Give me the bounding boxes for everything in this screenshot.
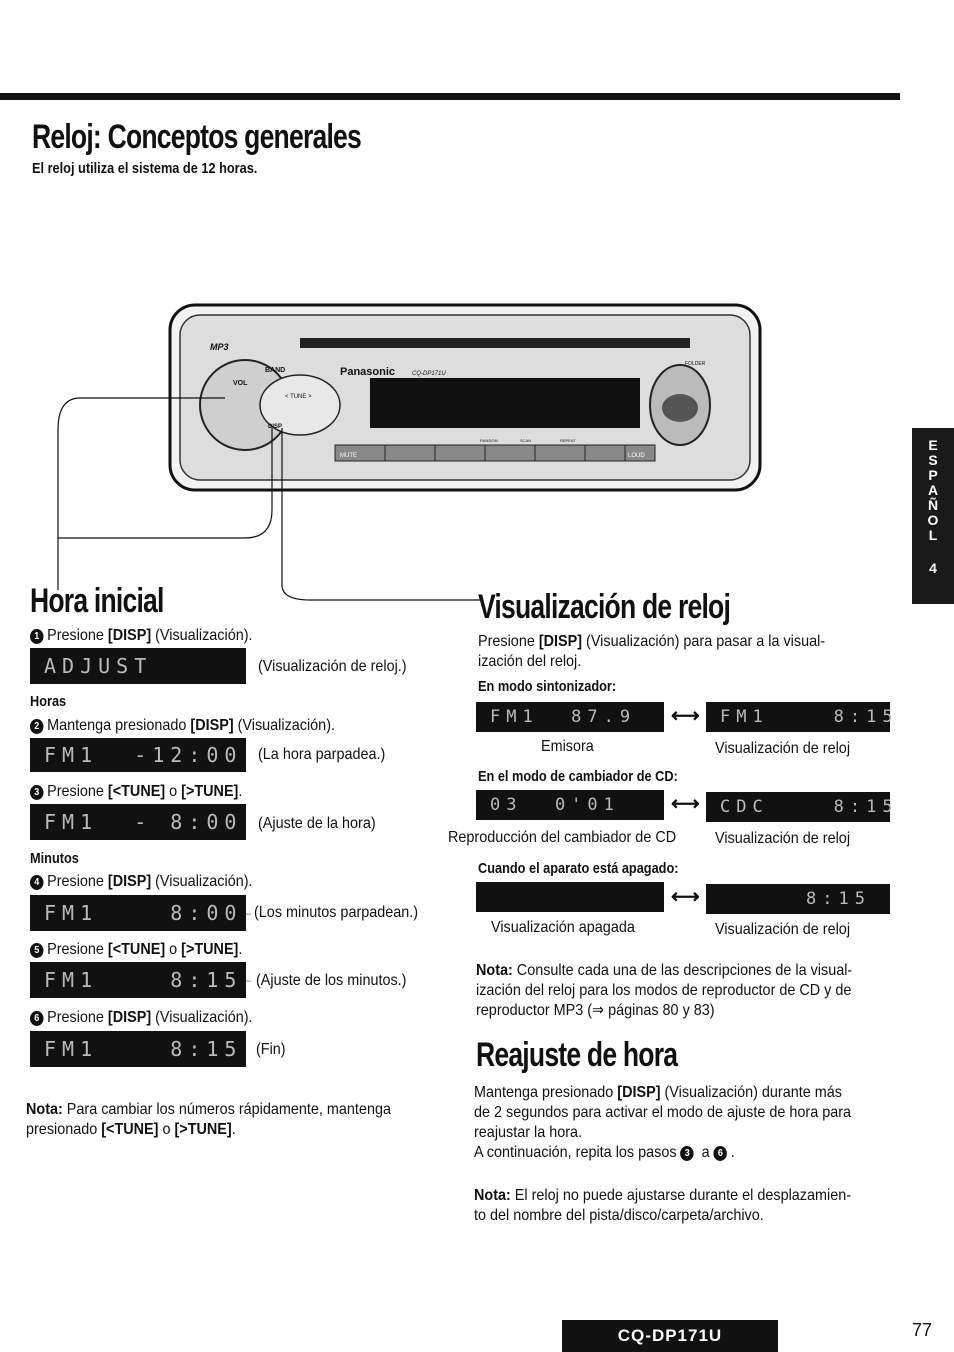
lcd-display-4: FM1 8:00- [30, 895, 246, 931]
mode-off-label: Cuando el aparato está apagado: [478, 860, 679, 877]
step-text: . [238, 783, 243, 800]
page-number: 77 [912, 1320, 933, 1340]
button-ref: [<TUNE] [101, 1121, 159, 1138]
lcd-caption-5: (Ajuste de los minutos.) [256, 972, 407, 989]
note-text: Consulte cada una de las descripciones de la visual- [512, 962, 853, 979]
language-tab [912, 428, 954, 604]
off-clock-display: 8:15 [706, 884, 890, 914]
body-text: reajustar la hora. [474, 1124, 583, 1141]
reajuste-body [474, 1083, 851, 1163]
page-subtitle: El reloj utiliza el sistema de 12 horas. [32, 160, 258, 177]
caption-off: Visualización apagada [491, 919, 635, 936]
caption-clock-2: Visualización de reloj [715, 830, 851, 847]
page-title: Reloj: Conceptos generales [32, 118, 361, 156]
car-stereo-illustration [50, 300, 770, 620]
step-text: (Visualización). [151, 627, 253, 644]
body-text: . [730, 1144, 735, 1161]
button-ref: [DISP] [107, 627, 152, 644]
lcd-caption-6: (Fin) [256, 1041, 286, 1058]
intro-text: Presione [478, 633, 539, 650]
button-ref: [<TUNE] [107, 783, 166, 800]
button-ref: [>TUNE] [181, 783, 239, 800]
lcd-display-3: FM1 - 8:00 [30, 804, 246, 840]
intro-text: (Visualización) para pasar a la visual- [582, 633, 826, 650]
mode-cd-label: En el modo de cambiador de CD: [478, 768, 678, 785]
note-text: presionado [26, 1121, 102, 1138]
language-tab-letter: A [927, 482, 939, 498]
double-arrow-icon: ⟷ [671, 886, 700, 908]
step-2 [30, 716, 335, 736]
button-ref: [DISP] [617, 1084, 661, 1101]
step-3 [30, 782, 242, 802]
double-arrow-icon: ⟷ [671, 705, 700, 727]
cd-clock-display: CDC 8:15 [706, 792, 890, 822]
device-tune-label: < TUNE > [285, 394, 312, 400]
lcd-caption-4: (Los minutos parpadean.) [254, 904, 419, 921]
step-number: 3 [30, 785, 44, 800]
body-text: de 2 segundos para activar el modo de ajuste de hora para [474, 1104, 852, 1121]
device-mute-label: MUTE [340, 453, 357, 459]
step-text: Presione [47, 1009, 108, 1026]
body-text: a [697, 1144, 714, 1161]
note-label: Nota: [26, 1101, 63, 1118]
device-random-label: RANDOM [480, 438, 498, 443]
step-text: (Visualización). [233, 717, 335, 734]
language-tab-letter: E [928, 437, 938, 453]
step-text: Presione [47, 873, 108, 890]
language-tab-letter: S [928, 452, 938, 468]
step-text: . [238, 941, 243, 958]
step-6 [30, 1008, 253, 1028]
step-text: (Visualización). [151, 873, 253, 890]
device-brand-label: Panasonic [340, 366, 396, 378]
section-title-reajuste: Reajuste de hora [476, 1036, 678, 1074]
language-tab-letter: P [928, 467, 938, 483]
note-text: reproductor MP3 (⇒ páginas 80 y 83) [476, 1002, 715, 1019]
lcd-display-2: FM1 -12:00 [30, 738, 246, 772]
minutos-label: Minutos [30, 850, 79, 867]
note-text: ización del reloj para los modos de reproductor de CD y de [476, 982, 852, 999]
button-ref: [DISP] [190, 717, 234, 734]
note-label: Nota: [474, 1187, 511, 1204]
device-loud-label: LOUD [628, 453, 645, 459]
hora-inicial-note [26, 1100, 391, 1140]
language-tab-letter: O [927, 512, 939, 528]
lcd-display-5: FM1 8:15- [30, 962, 246, 998]
step-text: Presione [47, 941, 108, 958]
step-text: Mantenga presionado [47, 717, 191, 734]
note-text: o [158, 1121, 175, 1138]
body-text: Mantenga presionado [474, 1084, 618, 1101]
step-text: Presione [47, 783, 108, 800]
language-tab-letter: L [928, 527, 938, 543]
device-model-label: CQ-DP171U [412, 371, 446, 377]
language-tab-letter: Ñ [927, 497, 939, 513]
step-number: 1 [30, 629, 44, 644]
button-ref: [>TUNE] [174, 1121, 232, 1138]
section-title-hora-inicial: Hora inicial [30, 582, 164, 620]
lcd-caption-2: (La hora parpadea.) [258, 746, 386, 763]
device-disp-label: DISP [268, 424, 283, 430]
note-text: El reloj no puede ajustarse durante el desplazamien- [510, 1187, 852, 1204]
button-ref: [>TUNE] [181, 941, 239, 958]
lcd-caption-3: (Ajuste de la hora) [258, 815, 376, 832]
button-ref: [<TUNE] [107, 941, 166, 958]
lcd-caption-1: (Visualización de reloj.) [258, 658, 407, 675]
step-text: o [165, 783, 182, 800]
visualizacion-intro [478, 632, 825, 672]
device-scan-label: SCAN [520, 438, 532, 443]
device-band-label: BAND [265, 367, 286, 374]
step-number: 6 [30, 1011, 44, 1026]
step-number: 4 [30, 875, 44, 890]
chapter-number: 4 [929, 560, 937, 576]
step-5 [30, 940, 242, 960]
button-ref: [DISP] [538, 633, 583, 650]
visualizacion-note [476, 961, 852, 1021]
caption-clock-1: Visualización de reloj [715, 740, 851, 757]
step-number: 5 [30, 943, 44, 958]
step-text: Presione [47, 627, 108, 644]
device-mp3-label: MP3 [210, 342, 229, 352]
step-text: o [165, 941, 182, 958]
lcd-display-6: FM1 8:15 [30, 1031, 246, 1067]
body-text: (Visualización) durante más [660, 1084, 842, 1101]
device-folder-label: FOLDER [685, 361, 706, 367]
caption-cd-play: Reproducción del cambiador de CD [448, 829, 677, 846]
device-vol-label: VOL [233, 380, 248, 387]
step-1 [30, 626, 253, 646]
step-number: 2 [30, 719, 44, 734]
double-arrow-icon: ⟷ [671, 793, 700, 815]
section-title-visualizacion: Visualización de reloj [478, 588, 731, 626]
reajuste-note [474, 1186, 851, 1226]
body-text: A continuación, repita los pasos [474, 1144, 681, 1161]
top-rule [0, 93, 900, 100]
intro-text: ización del reloj. [478, 653, 582, 670]
device-repeat-label: REPEAT [560, 438, 576, 443]
button-ref: [DISP] [107, 873, 152, 890]
caption-emisora: Emisora [541, 738, 594, 755]
tuner-station-display: FM1 87.9 [476, 702, 664, 732]
mode-tuner-label: En modo sintonizador: [478, 678, 617, 695]
button-ref: [DISP] [107, 1009, 152, 1026]
step-number: 6 [714, 1146, 728, 1161]
step-4 [30, 872, 253, 892]
step-number: 3 [681, 1146, 695, 1161]
tuner-clock-display: FM1 8:15 [706, 702, 890, 732]
cd-play-display: 03 0'01 [476, 790, 664, 820]
caption-clock-3: Visualización de reloj [715, 921, 851, 938]
note-text: Para cambiar los números rápidamente, mantenga [62, 1101, 391, 1118]
lcd-display-1: ADJUST [30, 648, 246, 684]
horas-label: Horas [30, 693, 67, 710]
off-display [476, 882, 664, 912]
note-text: . [231, 1121, 236, 1138]
step-text: (Visualización). [151, 1009, 253, 1026]
footer-model-bar: CQ-DP171U [562, 1320, 778, 1352]
note-text: to del nombre del pista/disco/carpeta/archivo. [474, 1207, 764, 1224]
note-label: Nota: [476, 962, 513, 979]
